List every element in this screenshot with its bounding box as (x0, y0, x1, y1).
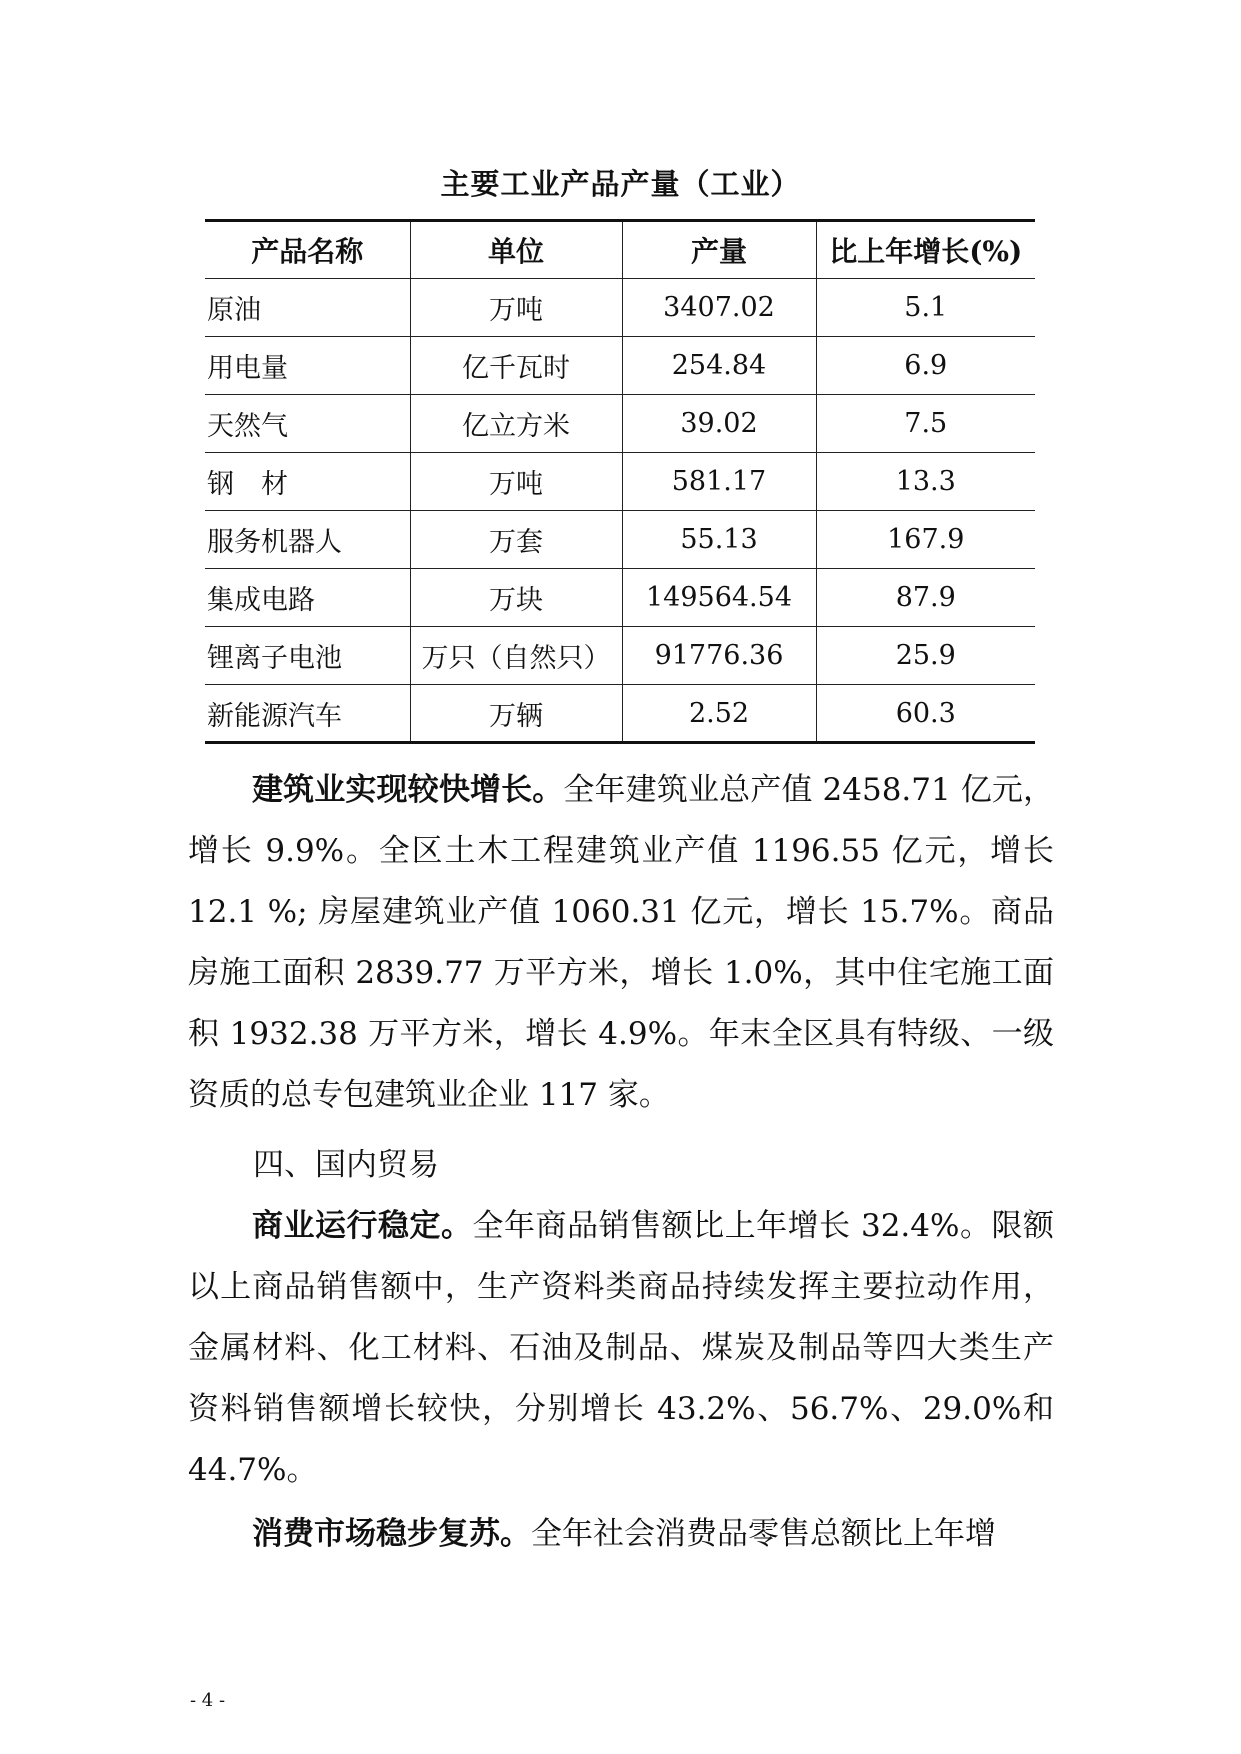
cell-growth: 87.9 (816, 569, 1035, 627)
cell-growth: 60.3 (816, 685, 1035, 743)
cell-product-name: 集成电路 (205, 569, 410, 627)
header-unit: 单位 (410, 221, 622, 279)
paragraph-commerce (188, 1196, 1054, 1501)
paragraph-lead-consumer: 消费市场稳步复苏。 (252, 1516, 531, 1552)
cell-unit: 万套 (410, 511, 622, 569)
header-quantity: 产量 (622, 221, 816, 279)
cell-growth: 25.9 (816, 627, 1035, 685)
cell-quantity: 2.52 (622, 685, 816, 743)
paragraph-body-consumer: 全年社会消费品零售总额比上年增 (531, 1516, 996, 1552)
cell-quantity: 39.02 (622, 395, 816, 453)
page-number: - 4 - (190, 1690, 226, 1711)
cell-unit: 万块 (410, 569, 622, 627)
cell-growth: 13.3 (816, 453, 1035, 511)
cell-product-name: 原油 (205, 279, 410, 337)
paragraph-lead-construction: 建筑业实现较快增长。 (252, 772, 564, 808)
industrial-products-table (205, 219, 1035, 744)
cell-product-name: 新能源汽车 (205, 685, 410, 743)
table-row (205, 627, 1035, 685)
cell-growth: 5.1 (816, 279, 1035, 337)
paragraph-construction (188, 760, 1054, 1126)
paragraph-lead-commerce: 商业运行稳定。 (252, 1208, 473, 1244)
paragraph-body-commerce: 全年商品销售额比上年增长 32.4%。限额以上商品销售额中，生产资料类商品持续发挥主要拉动作用，金属材料、化工材料、石油及制品、煤炭及制品等四大类生产资料销售额增长较快，分别增长 43.2%、56.7%、29.0%和 44.7%。 (188, 1208, 1054, 1488)
cell-product-name: 用电量 (205, 337, 410, 395)
paragraph-consumer (188, 1504, 1054, 1565)
table-row (205, 279, 1035, 337)
cell-product-name: 天然气 (205, 395, 410, 453)
cell-product-name: 锂离子电池 (205, 627, 410, 685)
header-product-name: 产品名称 (205, 221, 410, 279)
cell-growth: 7.5 (816, 395, 1035, 453)
cell-quantity: 3407.02 (622, 279, 816, 337)
table-row (205, 453, 1035, 511)
cell-growth: 167.9 (816, 511, 1035, 569)
header-growth: 比上年增长(%) (816, 221, 1035, 279)
cell-quantity: 581.17 (622, 453, 816, 511)
cell-quantity: 149564.54 (622, 569, 816, 627)
table-title: 主要工业产品产量（工业） (440, 167, 801, 201)
table-row (205, 685, 1035, 743)
paragraph-body-construction: 全年建筑业总产值 2458.71 亿元，增长 9.9%。全区土木工程建筑业产值 1196.55 亿元，增长 12.1 %; 房屋建筑业产值 1060.31 亿元，增长 15.7%。商品房施工面积 2839.77 万平方米，增长 1.0%，其中住宅施工面积 1932.38 万平方米，增长 4.9%。年末全区具有特级、一级资质的总专包建筑业企业 117 家。 (188, 772, 1054, 1113)
cell-quantity: 55.13 (622, 511, 816, 569)
table-header-row (205, 221, 1035, 279)
cell-quantity: 254.84 (622, 337, 816, 395)
table-row (205, 569, 1035, 627)
cell-unit: 万吨 (410, 453, 622, 511)
cell-unit: 亿立方米 (410, 395, 622, 453)
cell-unit: 万只（自然只） (410, 627, 622, 685)
cell-product-name: 服务机器人 (205, 511, 410, 569)
table-row (205, 337, 1035, 395)
cell-growth: 6.9 (816, 337, 1035, 395)
cell-quantity: 91776.36 (622, 627, 816, 685)
cell-unit: 万吨 (410, 279, 622, 337)
table-row (205, 511, 1035, 569)
table-row (205, 395, 1035, 453)
cell-unit: 亿千瓦时 (410, 337, 622, 395)
section-heading-domestic-trade: 四、国内贸易 (253, 1147, 439, 1183)
cell-unit: 万辆 (410, 685, 622, 743)
cell-product-name: 钢 材 (205, 453, 410, 511)
